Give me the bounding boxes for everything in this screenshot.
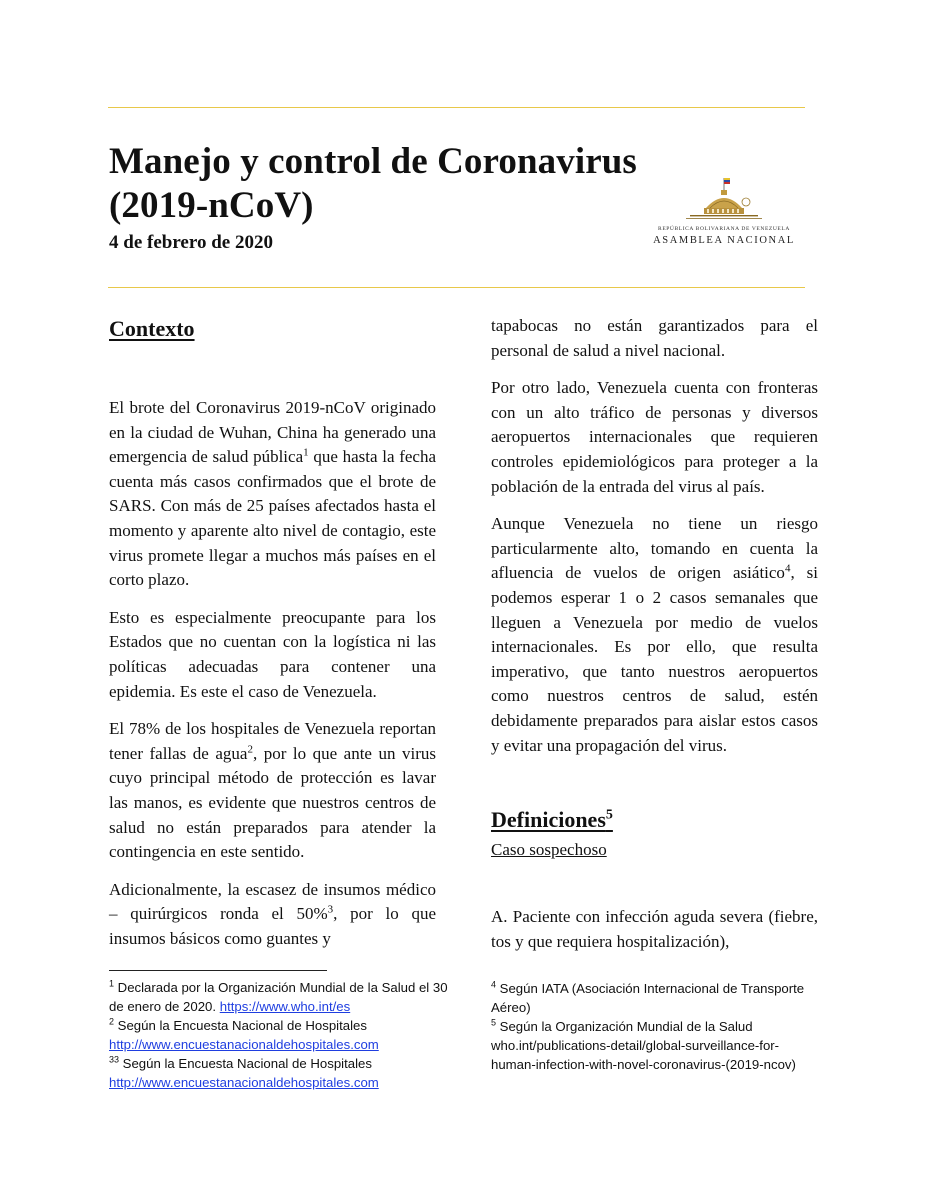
document-date: 4 de febrero de 2020 <box>109 232 273 253</box>
footnote-2: $^2$ Según la Encuesta Nacional de Hospitales http://www.encuestanacionaldehospitales.com <box>109 1016 379 1052</box>
title-line-2: (2019-nCoV) <box>109 185 314 226</box>
capitol-dome-icon <box>682 176 766 226</box>
paragraph-masks: tapabocas no están garantizados para el personal de salud a nivel nacional. <box>491 316 818 360</box>
contexto-heading: Contexto <box>109 316 195 341</box>
footnote-3: $^{33}$ Según la Encuesta Nacional de Hospitales http://www.encuestanacionaldehospitales.com <box>109 1054 379 1090</box>
footnote-ref-3[interactable]: 3 <box>327 903 334 916</box>
logo-subtitle: REPÚBLICA BOLIVARIANA DE VENEZUELA <box>658 226 790 232</box>
footnote-5: $^5$ Según la Organización Mundial de la Salud who.int/publications-detail/global-surveillance-for-human-infection-with-novel-coronavirus-(2019-ncov) <box>491 1017 796 1072</box>
right-column <box>491 314 818 967</box>
title-line-1: Manejo y control de Coronavirus <box>109 141 637 182</box>
footnote-1: $^1$ Declarada por la Organización Mundial de la Salud el 30 de enero de 2020. https://www.who.int/es <box>109 978 448 1014</box>
footnote-4: $^4$ Según IATA (Asociación Internacional de Transporte Aéreo) <box>491 979 805 1015</box>
hospital-survey-link-2[interactable]: http://www.encuestanacionaldehospitales.com <box>109 1075 379 1090</box>
paragraph-case-a: A. Paciente con infección aguda severa (fiebre, tos y que requiera hospitalización), <box>491 907 818 951</box>
paragraph-supplies: Adicionalmente, la escasez de insumos médico – quirúrgicos ronda el 50%$^3$, por lo que insumos básicos como guantes y <box>109 879 436 948</box>
left-column <box>109 317 436 964</box>
caso-sospechoso-subheading: Caso sospechoso <box>491 840 607 860</box>
definiciones-heading: Definiciones$^5$ <box>491 807 613 833</box>
footnote-ref-1[interactable]: 1 <box>303 446 309 459</box>
logo-title: ASAMBLEA NACIONAL <box>653 235 795 246</box>
hospital-survey-link-1[interactable]: http://www.encuestanacionaldehospitales.com <box>109 1037 379 1052</box>
top-rule <box>108 107 805 108</box>
footnotes-right <box>491 979 821 1074</box>
asamblea-nacional-logo <box>652 176 796 258</box>
footnotes-left <box>109 978 449 1092</box>
footnote-ref-2[interactable]: 2 <box>247 743 253 756</box>
footnote-ref-5[interactable]: 5 <box>605 807 613 823</box>
paragraph-hospitals: El 78% de los hospitales de Venezuela reportan tener fallas de agua$^2$, por lo que ante un virus cuyo principal método de protección es lavar las manos, es evidente que nuestros centros de salud no están preparados para atender la contingencia en este sentido. <box>109 719 436 862</box>
bottom-rule <box>108 287 805 288</box>
paragraph-risk: Aunque Venezuela no tiene un riesgo particularmente alto, tomando en cuenta la afluencia de vuelos de origen asiático$^4$, si podemos esperar 1 o 2 casos semanales que lleguen a Venezuela por medio de vuelos internacionales. Es por ello, que resulta imperativo, que tanto nuestros aeropuertos como nuestros centros de salud, estén debidamente preparados para aislar estos casos y evitar una propagación del virus. <box>491 514 818 755</box>
footnote-ref-4[interactable]: 4 <box>784 562 791 575</box>
paragraph-states: Esto es especialmente preocupante para los Estados que no cuentan con la logística ni las políticas adecuadas para contener una epidemia. Es este el caso de Venezuela. <box>109 607 436 701</box>
footnote-separator <box>109 970 327 971</box>
page-title <box>109 140 637 228</box>
who-link[interactable]: https://www.who.int/es <box>219 999 351 1014</box>
paragraph-borders: Por otro lado, Venezuela cuenta con fronteras con un alto tráfico de personas y diversos aeropuertos internacionales que requieren controles epidemiológicos para proteger a la población de la entrada del virus al país. <box>491 378 818 496</box>
paragraph-outbreak: El brote del Coronavirus 2019-nCoV originado en la ciudad de Wuhan, China ha generado una emergencia de salud pública$^1$ que hasta la fecha cuenta más casos confirmados que el brote de SARS. Con más de 25 países afectados hasta el momento y aparente alto nivel de contagio, este virus promete llegar a muchos más países en el corto plazo. <box>109 398 436 590</box>
